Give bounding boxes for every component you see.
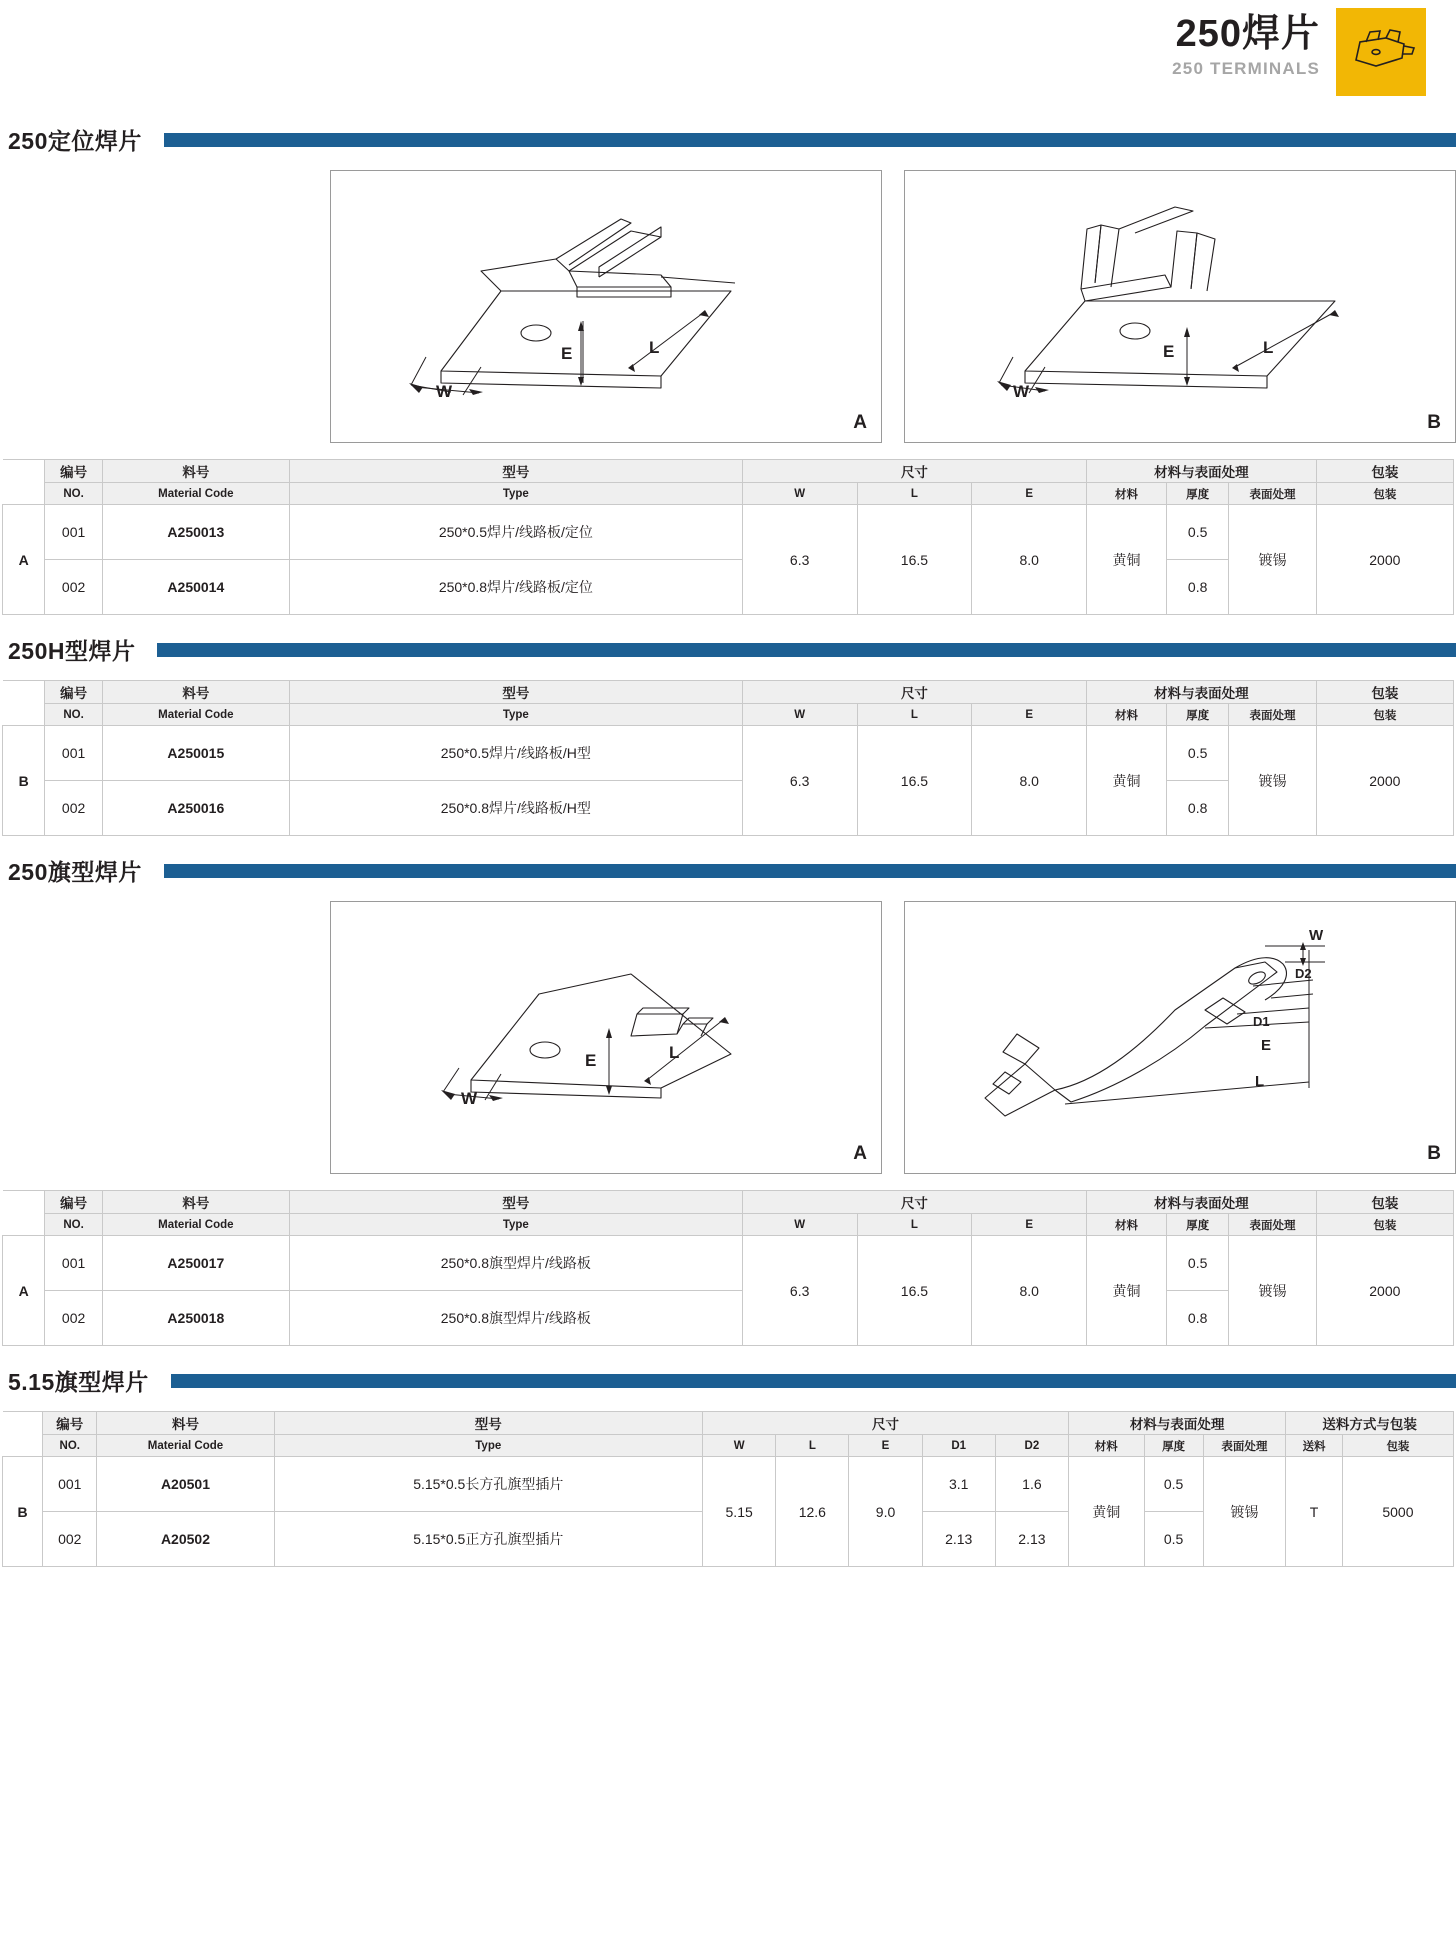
row-group-letter: B — [3, 726, 45, 836]
cell-material-code: A250018 — [102, 1291, 289, 1346]
table-row — [3, 1236, 1454, 1291]
page-subtitle: 250 TERMINALS — [1172, 59, 1320, 78]
cell-surface: 镀锡 — [1229, 726, 1316, 836]
corner-cell — [3, 1191, 45, 1236]
th-dimensions: 尺寸 — [742, 1191, 1086, 1214]
cell-material: 黄铜 — [1069, 1457, 1145, 1567]
th-type: 型号 — [289, 460, 742, 483]
dim-label-d1: D1 — [1253, 1014, 1270, 1029]
dim-label-e: E — [1163, 342, 1175, 361]
cell-feed: T — [1286, 1457, 1343, 1567]
th-d1: D1 — [922, 1435, 995, 1457]
th-thickness: 厚度 — [1166, 483, 1228, 505]
cell-material-code: A250013 — [102, 505, 289, 560]
th-code-sub: Material Code — [102, 704, 289, 726]
cell-no: 001 — [45, 505, 102, 560]
cell-packing: 5000 — [1342, 1457, 1453, 1567]
th-type: 型号 — [274, 1412, 703, 1435]
row-group-letter: A — [3, 505, 45, 615]
cell-thickness: 0.8 — [1166, 781, 1228, 836]
cell-l: 16.5 — [857, 505, 972, 615]
th-w: W — [742, 483, 857, 505]
th-no-sub: NO. — [45, 1214, 102, 1236]
cell-d2: 1.6 — [995, 1457, 1068, 1512]
th-packing: 包装 — [1316, 483, 1453, 505]
table-row — [3, 726, 1454, 781]
cell-w: 5.15 — [703, 1457, 776, 1567]
th-surface: 表面处理 — [1229, 483, 1316, 505]
cell-type: 250*0.5焊片/线路板/H型 — [289, 726, 742, 781]
cell-packing: 2000 — [1316, 505, 1453, 615]
section-title-1: 250定位焊片 — [8, 128, 142, 154]
th-w: W — [742, 1214, 857, 1236]
cell-e: 8.0 — [972, 505, 1087, 615]
th-surface: 表面处理 — [1229, 704, 1316, 726]
cell-surface: 镀锡 — [1229, 505, 1316, 615]
cell-thickness: 0.5 — [1166, 726, 1228, 781]
figure-label-b: B — [1427, 1143, 1441, 1164]
th-code: 料号 — [97, 1412, 274, 1435]
terminal-icon — [1336, 8, 1426, 96]
section-header-3 — [0, 854, 1456, 887]
page-header — [0, 0, 1456, 105]
figure-group-3 — [0, 901, 1456, 1174]
th-material: 材料 — [1087, 1214, 1167, 1236]
th-code: 料号 — [102, 1191, 289, 1214]
page-title: 250焊片 — [1175, 13, 1320, 55]
figure-label-a: A — [853, 1143, 867, 1164]
cell-w: 6.3 — [742, 1236, 857, 1346]
cell-thickness: 0.5 — [1144, 1512, 1203, 1567]
figure-3b-drawing — [905, 902, 1456, 1173]
spec-table-wrap-4 — [0, 1411, 1456, 1567]
cell-e: 9.0 — [849, 1457, 922, 1567]
th-material-group: 材料与表面处理 — [1087, 1191, 1317, 1214]
th-material-group: 材料与表面处理 — [1087, 460, 1317, 483]
figure-group-1 — [0, 170, 1456, 443]
figure-3a-drawing — [331, 902, 882, 1173]
th-no-sub: NO. — [45, 483, 102, 505]
row-group-letter: A — [3, 1236, 45, 1346]
th-e: E — [972, 704, 1087, 726]
th-thickness: 厚度 — [1166, 704, 1228, 726]
th-no: 编号 — [45, 460, 102, 483]
th-code-sub: Material Code — [102, 1214, 289, 1236]
table-row — [3, 505, 1454, 560]
cell-no: 001 — [45, 1236, 102, 1291]
cell-no: 001 — [45, 726, 102, 781]
cell-packing: 2000 — [1316, 726, 1453, 836]
cell-w: 6.3 — [742, 505, 857, 615]
section-rule-4 — [171, 1374, 1456, 1388]
section-header-4 — [0, 1364, 1456, 1397]
cell-thickness: 0.5 — [1166, 505, 1228, 560]
th-no: 编号 — [45, 1191, 102, 1214]
dim-label-e: E — [561, 344, 573, 363]
th-type-sub: Type — [289, 704, 742, 726]
th-material: 材料 — [1069, 1435, 1145, 1457]
th-l: L — [776, 1435, 849, 1457]
dim-label-d2: D2 — [1295, 966, 1312, 981]
figure-1b — [904, 170, 1456, 443]
cell-e: 8.0 — [972, 1236, 1087, 1346]
th-thickness: 厚度 — [1144, 1435, 1203, 1457]
th-packing-group: 包装 — [1316, 681, 1453, 704]
th-e: E — [972, 1214, 1087, 1236]
cell-material: 黄铜 — [1087, 505, 1167, 615]
th-feed: 送料 — [1286, 1435, 1343, 1457]
dim-label-w: W — [1013, 382, 1030, 401]
th-code: 料号 — [102, 460, 289, 483]
cell-material-code: A250015 — [102, 726, 289, 781]
cell-thickness: 0.8 — [1166, 1291, 1228, 1346]
dim-label-e: E — [585, 1051, 597, 1070]
figure-1a-drawing — [331, 171, 882, 442]
spec-table-1 — [2, 459, 1454, 615]
th-e: E — [972, 483, 1087, 505]
figure-3b — [904, 901, 1456, 1174]
corner-cell — [3, 681, 45, 726]
cell-material-code: A250016 — [102, 781, 289, 836]
section-title-2: 250H型焊片 — [8, 638, 136, 664]
cell-e: 8.0 — [972, 726, 1087, 836]
th-packing: 包装 — [1316, 704, 1453, 726]
cell-no: 001 — [43, 1457, 97, 1512]
th-surface: 表面处理 — [1229, 1214, 1316, 1236]
cell-l: 12.6 — [776, 1457, 849, 1567]
spec-table-2 — [2, 680, 1454, 836]
cell-type: 5.15*0.5正方孔旗型插片 — [274, 1512, 703, 1567]
th-type: 型号 — [289, 681, 742, 704]
cell-material-code: A20502 — [97, 1512, 274, 1567]
th-material-group: 材料与表面处理 — [1087, 681, 1317, 704]
table-header-row-sub — [3, 1214, 1454, 1236]
th-no: 编号 — [45, 681, 102, 704]
figure-label-b: B — [1427, 412, 1441, 433]
cell-d1: 2.13 — [922, 1512, 995, 1567]
cell-thickness: 0.5 — [1144, 1457, 1203, 1512]
section-header-1 — [0, 123, 1456, 156]
th-code-sub: Material Code — [97, 1435, 274, 1457]
cell-type: 250*0.8焊片/线路板/定位 — [289, 560, 742, 615]
dim-label-l: L — [669, 1043, 680, 1062]
cell-type: 250*0.8旗型焊片/线路板 — [289, 1291, 742, 1346]
th-l: L — [857, 483, 972, 505]
table-header-row-top — [3, 1412, 1454, 1435]
table-header-row-sub — [3, 483, 1454, 505]
cell-type: 250*0.8旗型焊片/线路板 — [289, 1236, 742, 1291]
th-type-sub: Type — [289, 1214, 742, 1236]
th-w: W — [703, 1435, 776, 1457]
figure-label-a: A — [853, 412, 867, 433]
section-title-4: 5.15旗型焊片 — [8, 1369, 149, 1395]
section-header-2 — [0, 633, 1456, 666]
cell-type: 250*0.5焊片/线路板/定位 — [289, 505, 742, 560]
header-text-block — [1172, 8, 1336, 80]
th-packing: 包装 — [1342, 1435, 1453, 1457]
terminal-icon-glyph — [1346, 22, 1416, 82]
th-packing-group: 包装 — [1316, 1191, 1453, 1214]
dim-label-w: W — [1309, 927, 1324, 944]
th-packing-group: 包装 — [1316, 460, 1453, 483]
figure-1a — [330, 170, 882, 443]
th-packing: 包装 — [1316, 1214, 1453, 1236]
spec-table-wrap-1 — [0, 459, 1456, 615]
spec-table-4 — [2, 1411, 1454, 1567]
cell-thickness: 0.5 — [1166, 1236, 1228, 1291]
cell-material-code: A250017 — [102, 1236, 289, 1291]
dim-label-w: W — [436, 382, 453, 401]
corner-cell — [3, 1412, 43, 1457]
th-l: L — [857, 704, 972, 726]
cell-d2: 2.13 — [995, 1512, 1068, 1567]
th-material: 材料 — [1087, 483, 1167, 505]
th-type-sub: Type — [289, 483, 742, 505]
section-rule-1 — [164, 133, 1456, 147]
cell-type: 250*0.8焊片/线路板/H型 — [289, 781, 742, 836]
th-no-sub: NO. — [43, 1435, 97, 1457]
cell-material-code: A20501 — [97, 1457, 274, 1512]
cell-no: 002 — [45, 781, 102, 836]
section-rule-2 — [157, 643, 1456, 657]
cell-l: 16.5 — [857, 1236, 972, 1346]
th-material-group: 材料与表面处理 — [1069, 1412, 1286, 1435]
th-type: 型号 — [289, 1191, 742, 1214]
cell-no: 002 — [43, 1512, 97, 1567]
th-thickness: 厚度 — [1166, 1214, 1228, 1236]
cell-surface: 镀锡 — [1229, 1236, 1316, 1346]
cell-type: 5.15*0.5长方孔旗型插片 — [274, 1457, 703, 1512]
cell-thickness: 0.8 — [1166, 560, 1228, 615]
section-rule-3 — [164, 864, 1456, 878]
spec-table-3 — [2, 1190, 1454, 1346]
dim-label-w: W — [461, 1089, 478, 1108]
cell-l: 16.5 — [857, 726, 972, 836]
th-dimensions: 尺寸 — [742, 460, 1086, 483]
spec-table-wrap-2 — [0, 680, 1456, 836]
cell-material: 黄铜 — [1087, 1236, 1167, 1346]
table-header-row-top — [3, 460, 1454, 483]
dim-label-e: E — [1261, 1037, 1272, 1054]
th-dimensions: 尺寸 — [742, 681, 1086, 704]
th-type-sub: Type — [274, 1435, 703, 1457]
th-w: W — [742, 704, 857, 726]
th-dimensions: 尺寸 — [703, 1412, 1069, 1435]
th-code-sub: Material Code — [102, 483, 289, 505]
th-packing-group: 送料方式与包装 — [1286, 1412, 1454, 1435]
table-header-row-sub — [3, 1435, 1454, 1457]
th-no-sub: NO. — [45, 704, 102, 726]
dim-label-l: L — [1263, 338, 1274, 357]
table-header-row-top — [3, 1191, 1454, 1214]
cell-packing: 2000 — [1316, 1236, 1453, 1346]
figure-1b-drawing — [905, 171, 1456, 442]
th-l: L — [857, 1214, 972, 1236]
th-code: 料号 — [102, 681, 289, 704]
table-header-row-sub — [3, 704, 1454, 726]
dim-label-l: L — [1255, 1073, 1265, 1090]
section-title-3: 250旗型焊片 — [8, 859, 142, 885]
cell-w: 6.3 — [742, 726, 857, 836]
cell-no: 002 — [45, 1291, 102, 1346]
cell-material-code: A250014 — [102, 560, 289, 615]
th-no: 编号 — [43, 1412, 97, 1435]
corner-cell — [3, 460, 45, 505]
th-material: 材料 — [1087, 704, 1167, 726]
figure-3a — [330, 901, 882, 1174]
cell-d1: 3.1 — [922, 1457, 995, 1512]
cell-surface: 镀锡 — [1203, 1457, 1286, 1567]
th-e: E — [849, 1435, 922, 1457]
dim-label-l: L — [649, 338, 660, 357]
th-surface: 表面处理 — [1203, 1435, 1286, 1457]
spec-table-wrap-3 — [0, 1190, 1456, 1346]
cell-material: 黄铜 — [1087, 726, 1167, 836]
table-header-row-top — [3, 681, 1454, 704]
row-group-letter: B — [3, 1457, 43, 1567]
table-row — [3, 1457, 1454, 1512]
cell-no: 002 — [45, 560, 102, 615]
th-d2: D2 — [995, 1435, 1068, 1457]
